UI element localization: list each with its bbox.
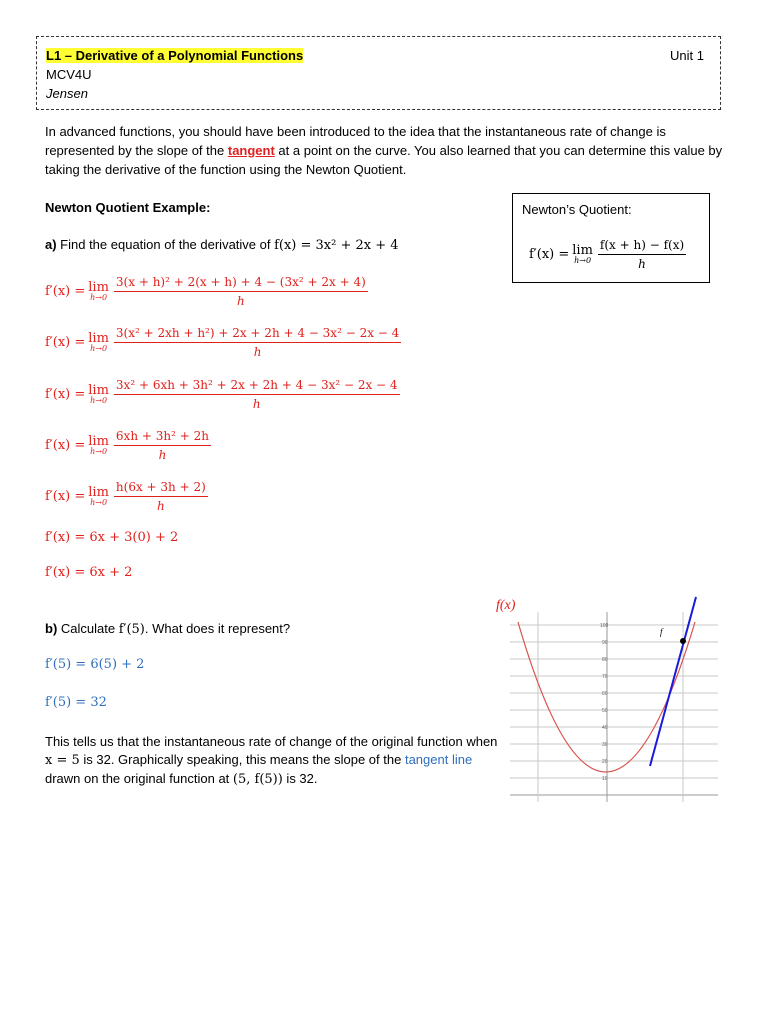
y-tick-label: 70: [602, 674, 608, 680]
tangent-keyword: tangent: [227, 143, 275, 158]
fraction: [114, 429, 211, 462]
fraction: [114, 378, 400, 411]
formula-lhs: f′(x) =: [529, 247, 570, 262]
part-a-function: f(x) = 3x² + 2x + 4: [274, 238, 399, 253]
vertical-gridlines: [538, 612, 683, 802]
newton-quotient-formula: [529, 238, 686, 271]
fraction-numerator: h(6x + 3h + 2): [114, 480, 208, 497]
fraction-numerator: 3(x² + 2xh + h²) + 2x + 2h + 4 − 3x² − 2x − 4: [114, 326, 401, 343]
y-tick-label: 50: [602, 708, 608, 714]
lim-text: lim: [88, 331, 109, 346]
limit-operator: [572, 244, 593, 265]
step-lhs: f′(x) =: [45, 335, 86, 350]
lim-subscript: h→0: [90, 293, 108, 302]
function-label: f(x): [496, 598, 516, 613]
conclusion-text: This tells us that the instantaneous rate of change of the original function when: [45, 734, 498, 749]
lim-text: lim: [88, 280, 109, 295]
newton-quotient-box: [512, 193, 710, 283]
limit-operator: [88, 332, 109, 353]
fraction: [114, 275, 368, 308]
lim-subscript: h→0: [90, 344, 108, 353]
lim-text: lim: [88, 383, 109, 398]
fraction-numerator: f(x + h) − f(x): [598, 238, 686, 255]
lim-text: lim: [88, 485, 109, 500]
header-box: [36, 36, 721, 110]
limit-operator: [88, 435, 109, 456]
fraction-numerator: 6xh + 3h² + 2h: [114, 429, 211, 446]
step-lhs: f′(x) =: [45, 438, 86, 453]
y-tick-label: 60: [602, 691, 608, 697]
fraction-denominator: h: [158, 448, 167, 462]
tangent-point: [680, 638, 686, 644]
lim-subscript: h→0: [574, 256, 592, 265]
conclusion-math: (5, f(5)): [232, 772, 283, 787]
derivation-step: [45, 429, 211, 462]
y-tick-label: 20: [602, 759, 608, 765]
fraction-denominator: h: [253, 345, 262, 359]
lim-text: lim: [88, 434, 109, 449]
horizontal-gridlines: [510, 625, 718, 795]
fraction-numerator: 3(x + h)² + 2(x + h) + 4 − (3x² + 2x + 4): [114, 275, 368, 292]
unit-label: Unit 1: [670, 48, 704, 63]
result-line: f′(x) = 6x + 2: [45, 565, 133, 580]
conclusion-paragraph: [45, 733, 505, 789]
limit-operator: [88, 281, 109, 302]
part-a-label: a): [45, 237, 57, 252]
part-b-text: Calculate: [57, 621, 119, 636]
part-b-line: f′(5) = 32: [45, 695, 107, 710]
conclusion-text: is 32. Graphically speaking, this means the slope of the: [79, 752, 405, 767]
part-a-text: Find the equation of the derivative of: [56, 237, 275, 252]
step-lhs: f′(x) =: [45, 387, 86, 402]
part-b-line: f′(5) = 6(5) + 2: [45, 657, 145, 672]
derivation-step: [45, 480, 208, 513]
limit-operator: [88, 384, 109, 405]
fraction: [114, 326, 401, 359]
teacher-name: Jensen: [46, 86, 88, 101]
limit-operator: [88, 486, 109, 507]
derivation-step: [45, 275, 368, 308]
conclusion-math: x = 5: [45, 753, 80, 768]
fraction-denominator: h: [252, 397, 261, 411]
fraction: [114, 480, 208, 513]
y-tick-label: 40: [602, 725, 608, 731]
part-b-expression: f′(5): [118, 622, 145, 637]
intro-text-1: In advanced functions, you should have been introduced to the idea that the instantaneous rate of change is represented by the slope of the: [45, 124, 666, 158]
fraction-denominator: h: [236, 294, 245, 308]
fraction-denominator: h: [638, 257, 646, 271]
y-tick-label: 10: [602, 776, 608, 782]
lesson-title: L1 – Derivative of a Polynomial Functions: [46, 48, 304, 63]
intro-paragraph: [45, 122, 725, 179]
tangent-line: [650, 597, 696, 766]
conclusion-text: is 32.: [282, 771, 318, 786]
result-line: f′(x) = 6x + 3(0) + 2: [45, 530, 179, 545]
y-tick-label: 90: [602, 640, 608, 646]
tangent-line-link[interactable]: tangent line: [404, 752, 473, 767]
lim-subscript: h→0: [90, 396, 108, 405]
lim-subscript: h→0: [90, 447, 108, 456]
fraction-denominator: h: [156, 499, 165, 513]
y-tick-label: 100: [600, 623, 609, 629]
part-b-prompt: [45, 621, 290, 637]
function-graph: [490, 592, 730, 807]
step-lhs: f′(x) =: [45, 284, 86, 299]
derivation-step: [45, 326, 401, 359]
derivation-step: [45, 378, 400, 411]
step-lhs: f′(x) =: [45, 489, 86, 504]
lim-text: lim: [572, 243, 593, 258]
y-tick-label: 80: [602, 657, 608, 663]
example-heading: Newton Quotient Example:: [45, 200, 211, 215]
newton-quotient-title: Newton’s Quotient:: [522, 202, 632, 217]
part-b-text-after: . What does it represent?: [144, 621, 291, 636]
y-tick-label: 30: [602, 742, 608, 748]
tangent-label: f: [660, 627, 663, 637]
conclusion-text: drawn on the original function at: [45, 771, 233, 786]
intro-text-2: at a point on the curve. You also learned that you can determine this value by taking the derivative of the function using the Newton Quotient.: [45, 143, 723, 177]
lim-subscript: h→0: [90, 498, 108, 507]
fraction: [598, 238, 686, 271]
course-code: MCV4U: [46, 67, 92, 82]
fraction-numerator: 3x² + 6xh + 3h² + 2x + 2h + 4 − 3x² − 2x − 4: [114, 378, 400, 395]
part-a-prompt: [45, 237, 399, 253]
part-b-label: b): [45, 621, 58, 636]
